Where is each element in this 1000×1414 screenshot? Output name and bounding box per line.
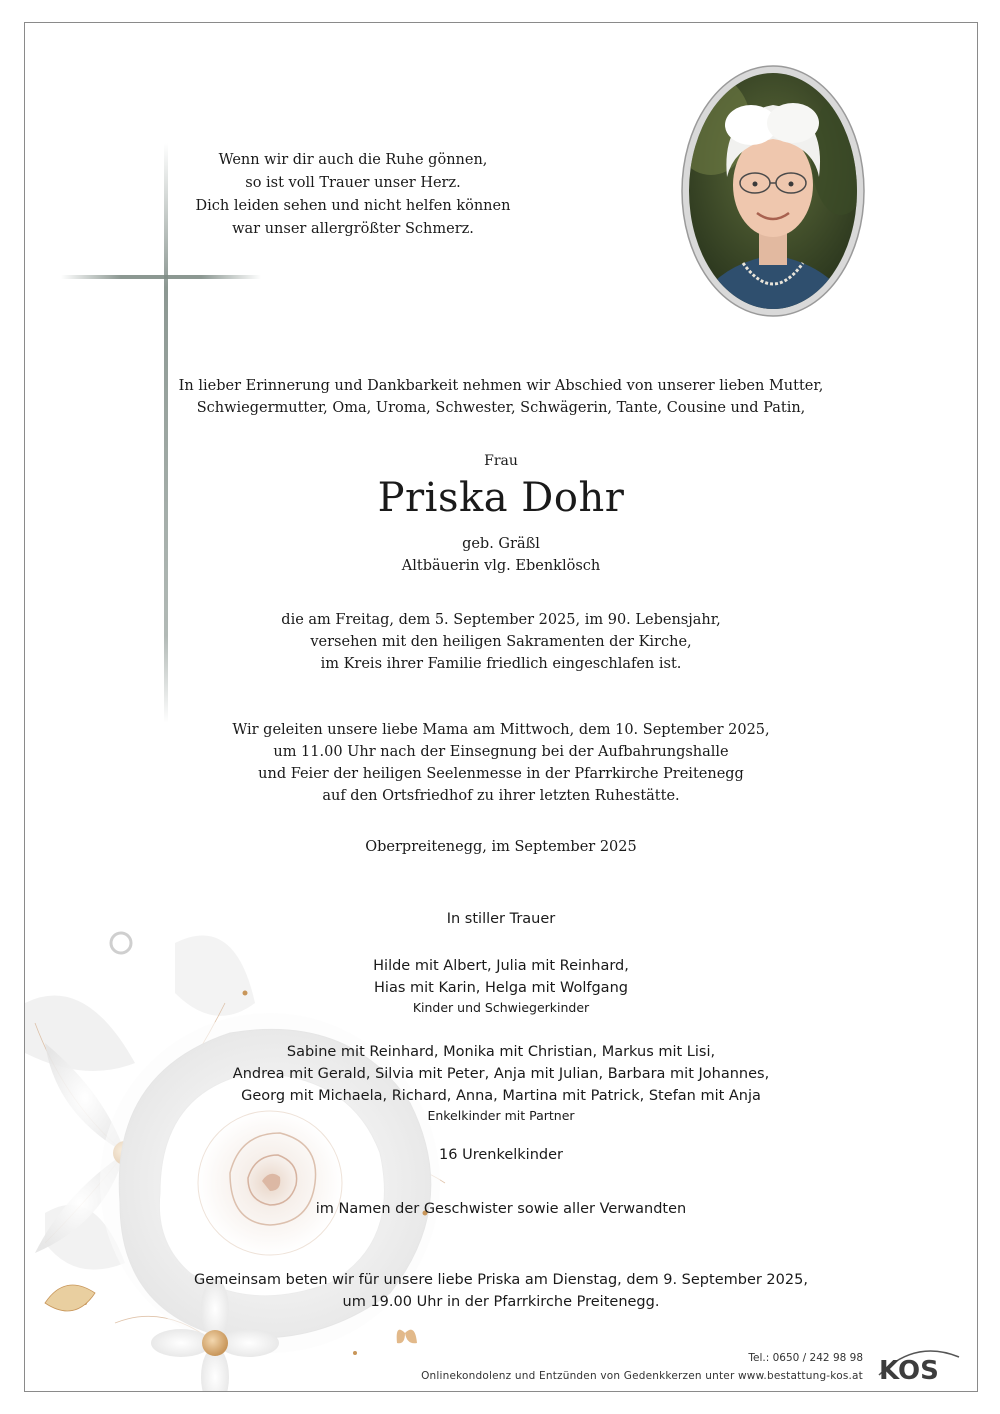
great-grandchildren: 16 Urenkelkinder: [439, 1147, 563, 1163]
grandchildren-line: Georg mit Michaela, Richard, Anna, Martina mit Patrick, Stefan mit Anja: [241, 1088, 761, 1104]
kos-logo: [875, 1345, 963, 1385]
death-line: versehen mit den heiligen Sakramenten der Kirche,: [310, 634, 692, 650]
funeral-notice: [25, 719, 977, 807]
poem-line: war unser allergrößter Schmerz.: [232, 221, 474, 237]
mourning-heading: In stiller Trauer: [446, 911, 556, 927]
grandchildren-list: [25, 1041, 977, 1125]
children-list: [25, 955, 977, 1017]
obituary-card: [24, 22, 978, 1392]
siblings-note: im Namen der Geschwister sowie aller Verwandten: [315, 1201, 687, 1217]
funeral-line: und Feier der heiligen Seelenmesse in der Pfarrkirche Preitenegg: [258, 766, 744, 782]
poem-line: Wenn wir dir auch die Ruhe gönnen,: [218, 152, 488, 168]
death-notice: [25, 609, 977, 675]
place-date: Oberpreitenegg, im September 2025: [365, 839, 637, 855]
portrait-photo: [681, 65, 865, 317]
funeral-line: auf den Ortsfriedhof zu ihrer letzten Ruhestätte.: [322, 788, 680, 804]
prayer-line: um 19.00 Uhr in der Pfarrkirche Preitenegg.: [342, 1294, 660, 1310]
funeral-line: Wir geleiten unsere liebe Mama am Mittwoch, dem 10. September 2025,: [232, 722, 770, 738]
logo-text: KOS: [879, 1356, 939, 1385]
footer-phone: Tel.: 0650 / 242 98 98: [748, 1352, 863, 1364]
poem: [173, 149, 533, 241]
death-line: im Kreis ihrer Familie friedlich eingeschlafen ist.: [320, 656, 682, 672]
children-line: Hias mit Karin, Helga mit Wolfgang: [374, 980, 628, 996]
grandchildren-line: Andrea mit Gerald, Silvia mit Peter, Anja mit Julian, Barbara mit Johannes,: [232, 1066, 770, 1082]
occupation: Altbäuerin vlg. Ebenklösch: [401, 558, 601, 574]
poem-line: Dich leiden sehen und nicht helfen können: [195, 198, 511, 214]
deceased-details: [25, 533, 977, 577]
deceased-name: Priska Dohr: [377, 475, 625, 521]
intro-line: Schwiegermutter, Oma, Uroma, Schwester, Schwägerin, Tante, Cousine und Patin,: [196, 400, 806, 416]
prayer-line: Gemeinsam beten wir für unsere liebe Priska am Dienstag, dem 9. September 2025,: [194, 1272, 808, 1288]
footer-web: Onlinekondolenz und Entzünden von Gedenkkerzen unter www.bestattung-kos.at: [421, 1370, 863, 1382]
intro-text: [25, 375, 977, 419]
death-line: die am Freitag, dem 5. September 2025, im 90. Lebensjahr,: [281, 612, 721, 628]
grandchildren-label: Enkelkinder mit Partner: [427, 1108, 575, 1123]
grandchildren-line: Sabine mit Reinhard, Monika mit Christian, Markus mit Lisi,: [286, 1044, 716, 1060]
children-label: Kinder und Schwiegerkinder: [412, 1000, 590, 1015]
maiden-name: geb. Gräßl: [462, 536, 540, 552]
poem-line: so ist voll Trauer unser Herz.: [245, 175, 461, 191]
salutation: Frau: [484, 453, 518, 469]
children-line: Hilde mit Albert, Julia mit Reinhard,: [373, 958, 629, 974]
funeral-line: um 11.00 Uhr nach der Einsegnung bei der Aufbahrungshalle: [273, 744, 729, 760]
prayer-notice: [25, 1269, 977, 1313]
intro-line: In lieber Erinnerung und Dankbarkeit nehmen wir Abschied von unserer lieben Mutter,: [178, 378, 824, 394]
